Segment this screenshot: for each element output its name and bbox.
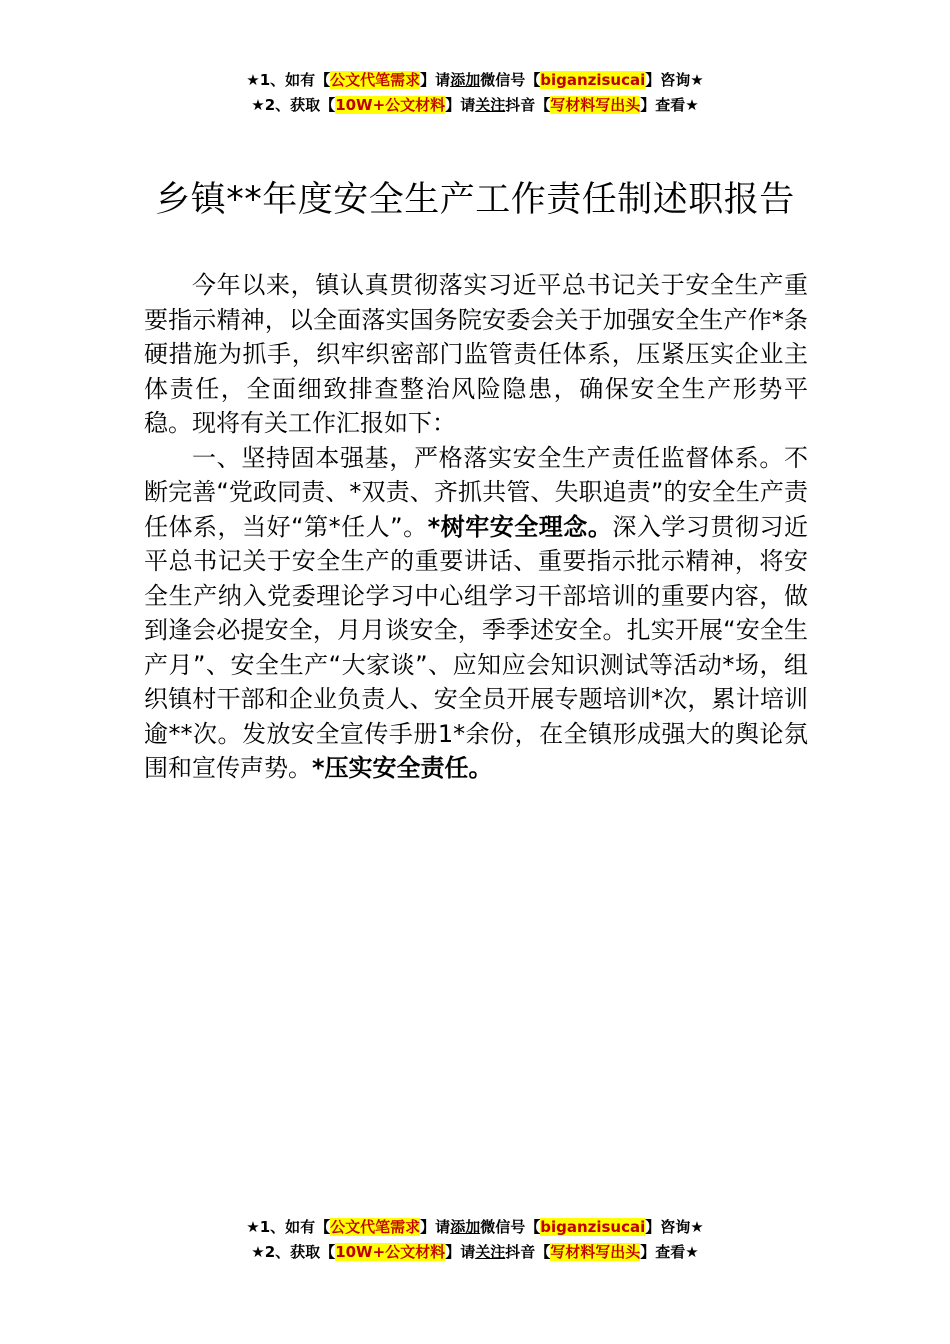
banner-text: ★2、获取【 [251,1243,336,1261]
highlight-materials: 10W+公文材料 [335,1243,446,1261]
banner-text: 微信号【 [480,1218,541,1236]
highlight-douyin: 写材料写出头 [550,96,641,114]
banner-text: 】查看★ [640,96,699,114]
banner-text-underlined: 关注 [475,96,506,114]
document-title: 乡镇**年度安全生产工作责任制述职报告 [155,180,795,220]
highlight-service: 公文代笔需求 [330,71,421,89]
banner-text: 】咨询★ [645,1218,704,1236]
banner-text: 抖音【 [505,96,551,114]
banner-text: 】请 [420,1218,451,1236]
banner-line-2 [0,1240,950,1265]
banner-text: 抖音【 [505,1243,551,1261]
section-body-text: 深入学习贯彻习近平总书记关于安全生产的重要讲话、重要指示批示精神，将安全生产纳入党委理论学习中心组学习干部培训的重要内容，做到逢会必提安全，月月谈安全，季季述安全。扎实开展“安全生产月”、安全生产“大家谈”、应知应会知识测试等活动*场，组织镇村干部和企业负责人、安全员开展专题培训*次，累计培训逾**次。发放安全宣传手册1*余份，在全镇形成强大的舆论氛围和宣传声势。 [144,512,808,782]
paragraph-intro: 今年以来，镇认真贯彻落实习近平总书记关于安全生产重要指示精神，以全面落实国务院安委会关于加强安全生产作*条硬措施为抓手，织牢织密部门监管责任体系，压紧压实企业主体责任，全面细致排查整治风险隐患，确保安全生产形势平稳。现将有关工作汇报如下： [144,271,808,437]
section-heading-text: 一、坚持固本强基，严格落实安全生产责任监督体系。不断完善“党政同责、*双责、齐抓共管、失职追责”的安全生产责任体系，当好“第*任人”。 [144,443,808,541]
highlight-wechat-id: biganzisucai [540,1218,646,1236]
banner-text-underlined: 添加 [450,71,481,89]
highlight-materials: 10W+公文材料 [335,96,446,114]
banner-text-underlined: 添加 [450,1218,481,1236]
banner-text: 】请 [445,1243,476,1261]
banner-line-2 [0,93,950,118]
banner-line-1 [0,1215,950,1240]
banner-text: 】请 [420,71,451,89]
banner-text: ★2、获取【 [251,96,336,114]
highlight-wechat-id: biganzisucai [540,71,646,89]
banner-text: 】咨询★ [645,71,704,89]
bold-subheading: *树牢安全理念。 [427,512,613,541]
banner-text: ★1、如有【 [246,1218,331,1236]
banner-text: 微信号【 [480,71,541,89]
banner-text: ★1、如有【 [246,71,331,89]
bottom-banner [0,1215,950,1265]
document-body [144,268,808,786]
top-banner [0,68,950,118]
banner-line-1 [0,68,950,93]
paragraph-section-one [144,441,808,786]
banner-text: 】请 [445,96,476,114]
banner-text-underlined: 关注 [475,1243,506,1261]
banner-text: 】查看★ [640,1243,699,1261]
bold-subheading: *压实安全责任。 [312,754,493,782]
highlight-service: 公文代笔需求 [330,1218,421,1236]
highlight-douyin: 写材料写出头 [550,1243,641,1261]
